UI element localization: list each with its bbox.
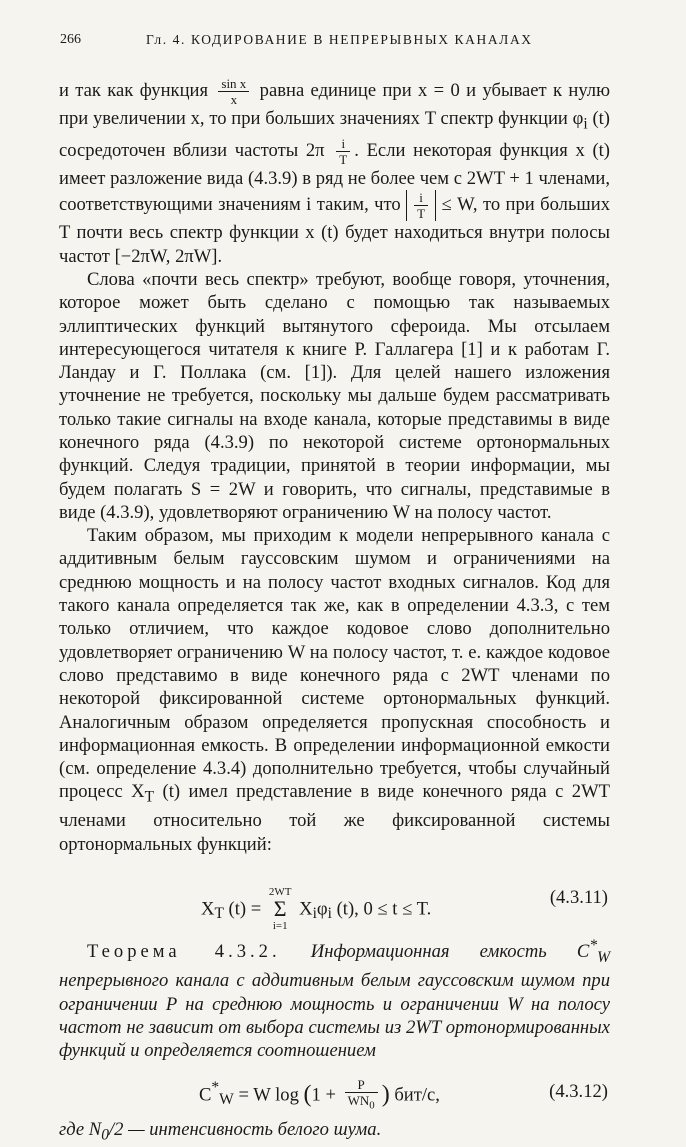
fraction-denominator xyxy=(345,1093,378,1114)
fraction-numerator: i xyxy=(336,136,350,152)
i-over-T-fraction-abs xyxy=(414,190,428,221)
sinx-over-x-fraction xyxy=(218,76,249,107)
theorem-4-3-2 xyxy=(59,934,610,1062)
eq-term-phi: φ xyxy=(316,898,328,920)
equation-number: (4.3.12) xyxy=(549,1081,608,1103)
footnote-text-1: где N xyxy=(59,1119,102,1141)
running-header xyxy=(60,32,620,54)
sum-upper-limit: 2WT xyxy=(268,886,292,899)
equation-body xyxy=(199,1076,440,1113)
subscript: T xyxy=(214,905,224,923)
eq-term-x: X xyxy=(299,898,313,920)
sum-lower-limit: i=1 xyxy=(272,920,288,933)
p1-text-1: и так как функция xyxy=(59,79,209,101)
eq-lhs-arg: (t) = xyxy=(223,898,262,920)
absolute-value xyxy=(406,190,436,221)
eq-rhs-arg: (t), 0 ≤ t ≤ T. xyxy=(331,898,432,920)
theorem-text-2: непрерывного канала с аддитивным белым гауссовским шумом при ограничении P на среднюю мощность и ограничении W на полосу частот не зависит от выбора системы из 2WT ортонормированных функций и определяется соотношением xyxy=(59,970,610,1062)
sigma-symbol: Σ xyxy=(273,896,287,922)
page-body xyxy=(59,76,610,1147)
eq-lhs: X xyxy=(201,898,215,920)
theorem-text: Информационная емкость C xyxy=(310,941,590,963)
fraction-numerator: i xyxy=(414,190,428,206)
theorem-label: Теорема 4.3.2. xyxy=(87,941,281,963)
summation xyxy=(269,886,292,932)
subscript: i xyxy=(583,115,588,133)
superscript: * xyxy=(589,937,598,955)
p1-text-3: (t) сосредоточен вблизи частоты 2π xyxy=(59,108,610,161)
eq-one-plus: 1 + xyxy=(311,1084,341,1106)
open-paren: ( xyxy=(303,1081,312,1108)
paragraph-2: Слова «почти весь спектр» требуют, вообще говоря, уточнения, которое может быть сделано с помощью так называемых эллиптических функций вытянутого сфероида. Мы отсылаем интересующегося читателя к книге Р. Галлагера [1] и к работам Г. Ландау и Г. Поллака (см. [1]). Для целей нашего изложения уточнение не требуется, поскольку мы дальше будем рассматривать только такие сигналы на входе канала, которые представимы в виде конечного ряда (4.3.9) по некоторой системе ортонормальных функций. Следуя традиции, принятой в теории информации, мы будем полагать S = 2W и говорить, что сигналы, представимые в виде (4.3.9), удовлетворяют ограничению W на полосу частот. xyxy=(59,268,610,523)
subscript: W xyxy=(219,1091,234,1109)
eq-lhs: C xyxy=(199,1084,212,1106)
eq-unit: бит/с, xyxy=(389,1084,440,1106)
equation-4-3-12 xyxy=(59,1066,610,1118)
subscript: 0 xyxy=(369,1099,375,1112)
fraction-denominator: T xyxy=(417,206,426,222)
p1-text-2: равна единице при x = 0 и убывает к нулю при увеличении x, то при больших значениях T спектр функции φ xyxy=(59,79,610,129)
p1-text-5: ≤ W, то при больших T почти весь спектр функции x (t) будет находиться внутри полосы частот [−2πW, 2πW]. xyxy=(59,194,611,267)
running-title: Гл. 4. КОДИРОВАНИЕ В НЕПРЕРЫВНЫХ КАНАЛАХ xyxy=(146,32,533,47)
subscript: i xyxy=(312,905,317,923)
p1-text-4: . Если некоторая функция x (t) имеет разложение вида (4.3.9) в ряд не более чем с 2WT + 1 членами, соответствующими значениям i таким, что xyxy=(59,139,610,216)
equation-body xyxy=(201,886,431,932)
superscript: * xyxy=(211,1079,220,1097)
paragraph-3 xyxy=(59,524,610,856)
paragraph-1 xyxy=(59,76,610,268)
fraction-denominator: T xyxy=(339,152,348,168)
fraction-numerator: sin x xyxy=(218,76,249,92)
subscript: W xyxy=(597,948,610,966)
equation-4-3-11 xyxy=(59,864,610,932)
i-over-T-fraction xyxy=(336,136,350,167)
denominator-text: WN xyxy=(347,1093,370,1109)
noise-definition xyxy=(59,1118,610,1147)
footnote-text-2: /2 — интенсивность белого шума. xyxy=(108,1119,382,1141)
equation-number: (4.3.11) xyxy=(549,887,608,909)
p3-text: Таким образом, мы приходим к модели непрерывного канала с аддитивным белым гауссовским шумом и ограничениями на среднюю мощность и на полосу частот входных сигналов. Код для такого канала определяется так же, как в определении 4.3.3, с тем только отличием, что каждое кодовое слово дополнительно удовлетворяет ограничению W на полосу частот, т. е. каждое кодовое слово представимо в виде конечного ряда с 2WT членами по некоторой фиксированной системе ортонормальных функций. Аналогичным образом определяется пропускная способность и информационная емкость. В определении информационной емкости (см. определение 4.3.4) дополнительно требуется, чтобы случайный процесс X xyxy=(59,525,610,803)
eq-mid: = W log xyxy=(233,1084,304,1106)
p-over-wn0-fraction xyxy=(345,1077,378,1114)
subscript: T xyxy=(144,789,155,807)
close-paren: ) xyxy=(381,1081,390,1108)
subscript: i xyxy=(327,905,332,923)
fraction-numerator: P xyxy=(345,1077,378,1093)
p3-text-end: (t) имел представление в виде конечного ряда с 2WT членами относительно той же фиксированной системы ортонормальных функций: xyxy=(59,781,611,855)
fraction-denominator: x xyxy=(230,92,238,107)
subscript: 0 xyxy=(101,1127,109,1145)
page-number: 266 xyxy=(60,32,81,47)
